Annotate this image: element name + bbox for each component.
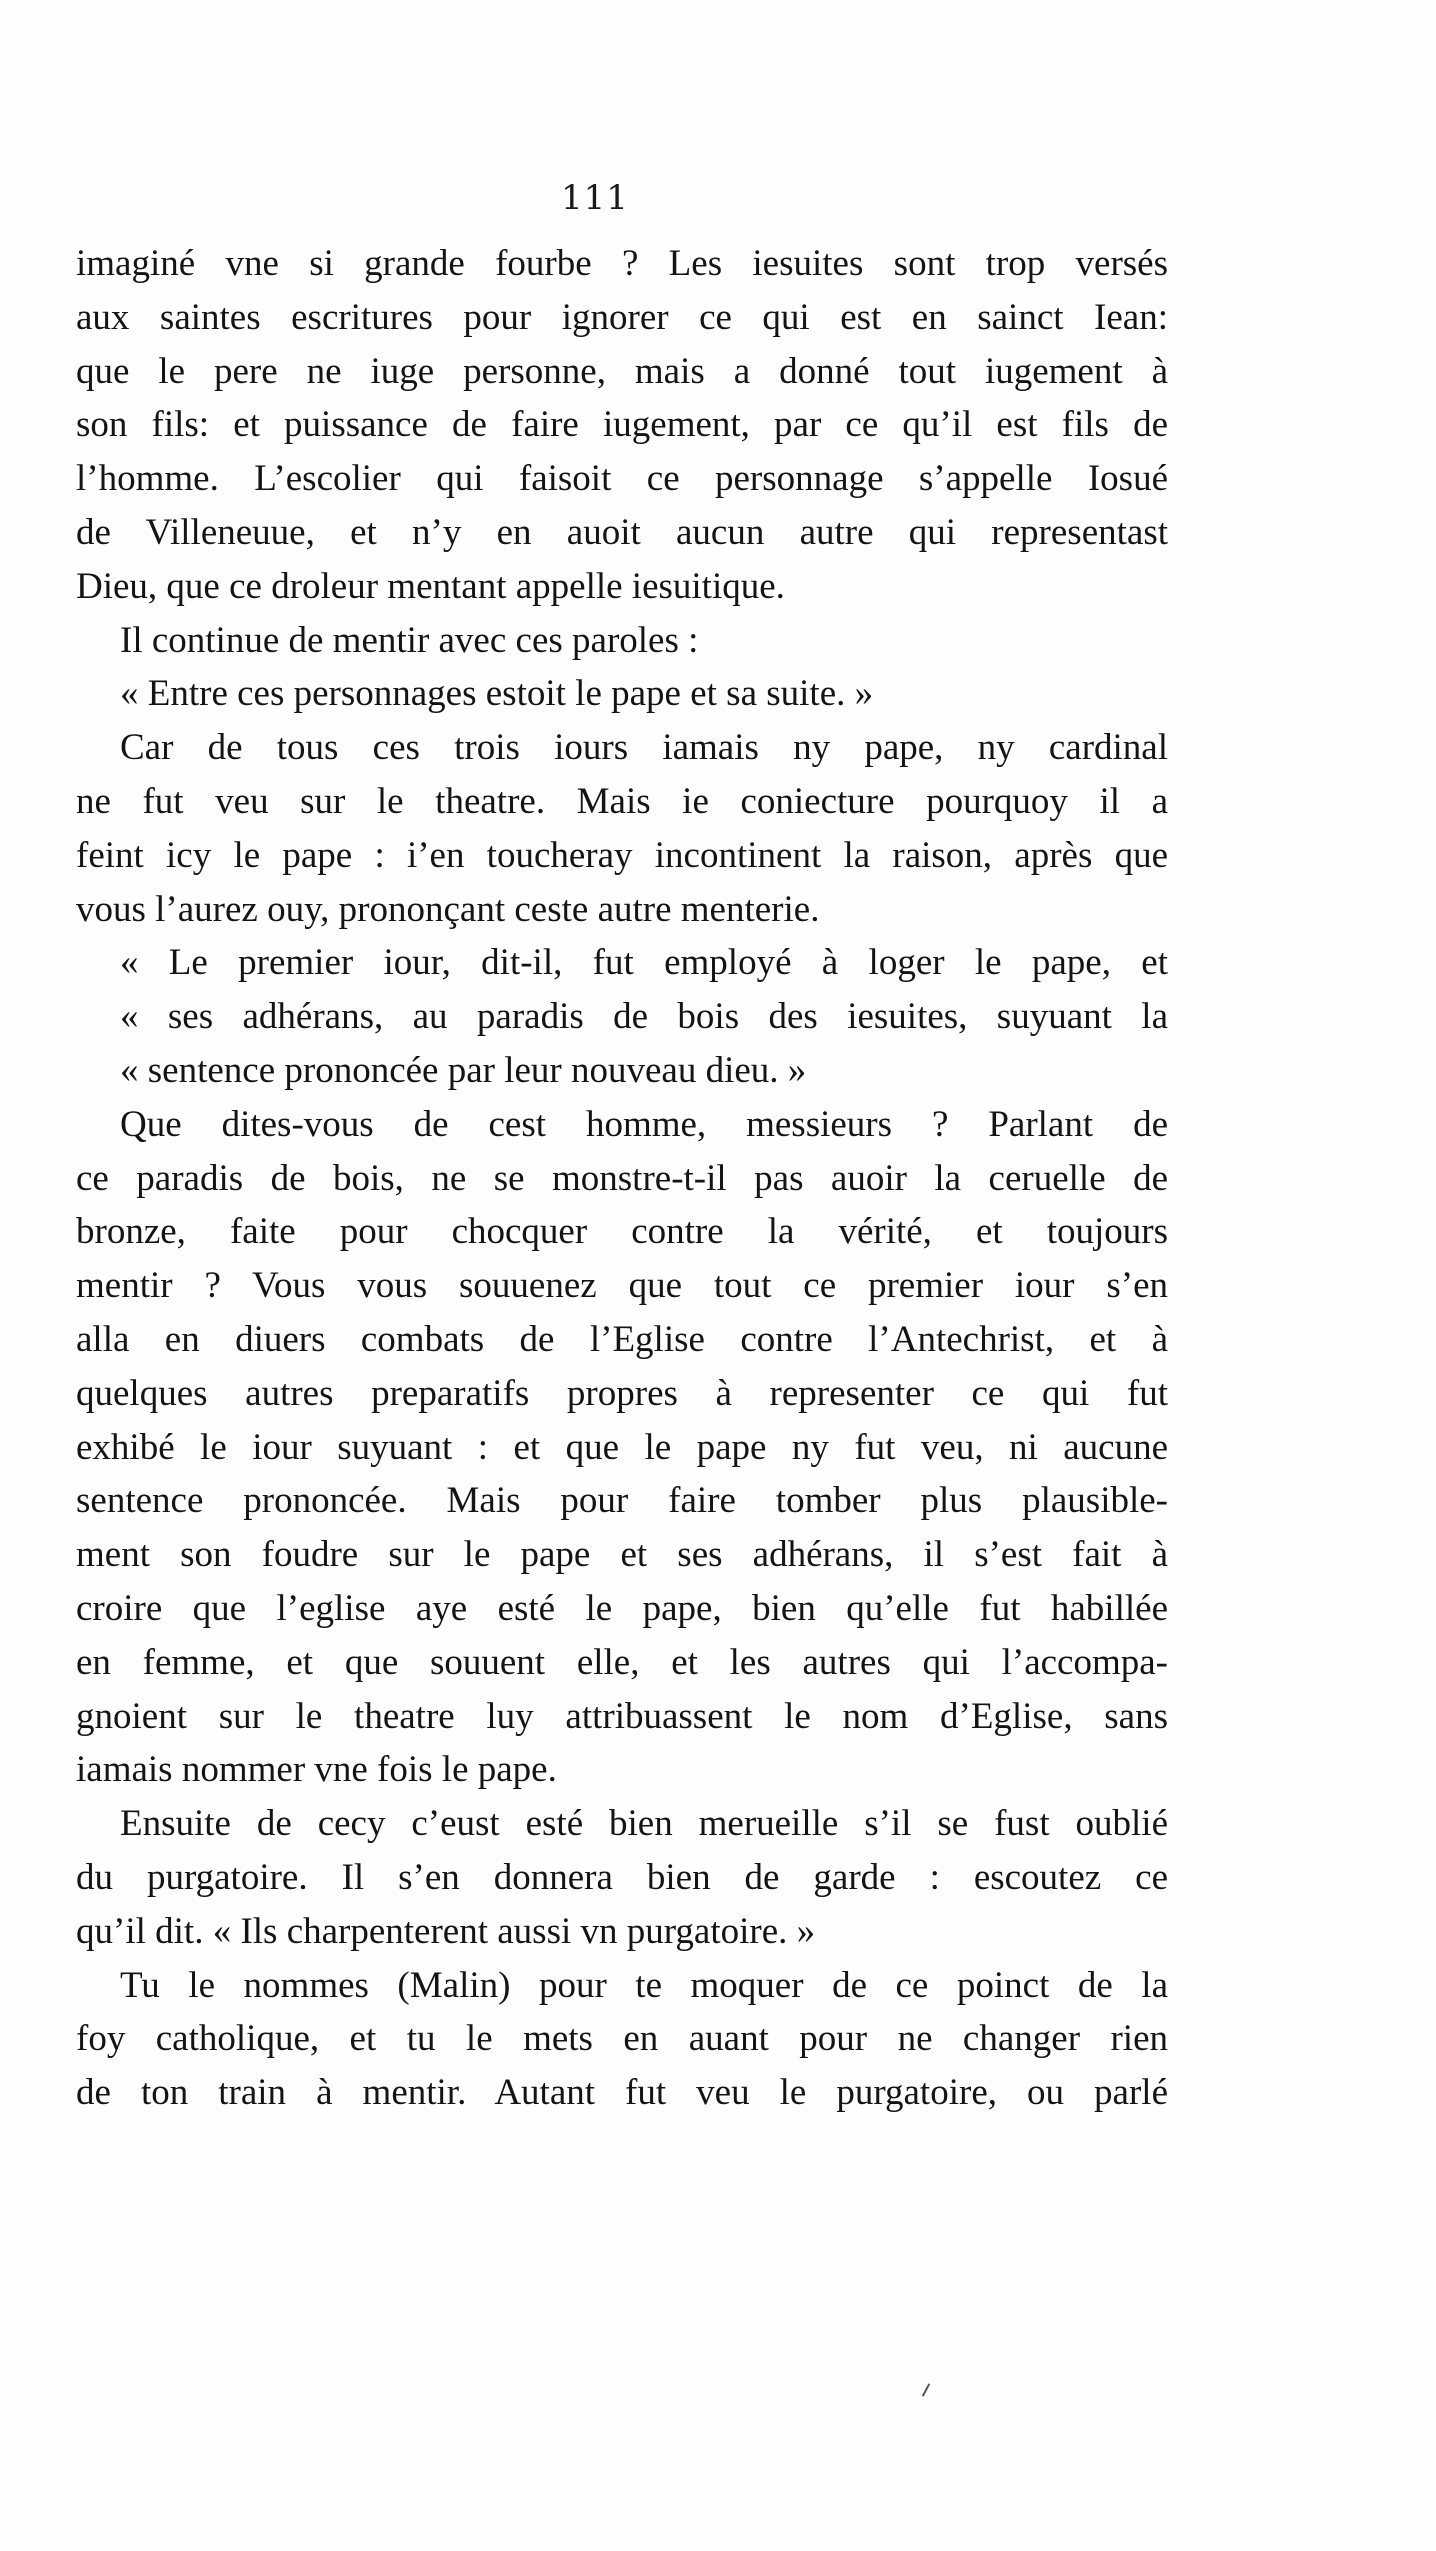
- text-line: de Villeneuue, et n’y en auoit aucun autre qui representast: [76, 511, 1168, 553]
- text-line: de ton train à mentir. Autant fut veu le purgatoire, ou parlé: [76, 2072, 1168, 2114]
- text-line: Il continue de mentir avec ces paroles :: [120, 619, 699, 661]
- text-line: « Entre ces personnages estoit le pape et sa suite. »: [120, 673, 874, 715]
- text-line: l’homme. L’escolier qui faisoit ce personnage s’appelle Iosué: [76, 458, 1168, 500]
- text-line: son fils: et puissance de faire iugement, par ce qu’il est fils de: [76, 404, 1168, 446]
- text-line: Que dites-vous de cest homme, messieurs ? Parlant de: [120, 1103, 1168, 1145]
- text-line: feint icy le pape : i’en toucheray incontinent la raison, après que: [76, 834, 1168, 876]
- stray-ink-mark: [922, 2383, 930, 2396]
- text-line: imaginé vne si grande fourbe ? Les iesuites sont trop versés: [76, 243, 1168, 284]
- text-line: iamais nommer vne fois le pape.: [76, 1749, 557, 1791]
- text-line: « Le premier iour, dit-il, fut employé à loger le pape, et: [120, 942, 1168, 984]
- text-line: que le pere ne iuge personne, mais a donné tout iugement à: [76, 350, 1168, 392]
- text-line: foy catholique, et tu le mets en auant pour ne changer rien: [76, 2018, 1168, 2060]
- text-line: aux saintes escritures pour ignorer ce qui est en sainct Iean:: [76, 296, 1168, 338]
- text-line: Tu le nommes (Malin) pour te moquer de ce poinct de la: [120, 1964, 1168, 2006]
- text-line: gnoient sur le theatre luy attribuassent le nom d’Eglise, sans: [76, 1695, 1168, 1737]
- text-line: Ensuite de cecy c’eust esté bien merueille s’il se fust oublié: [120, 1803, 1168, 1845]
- text-line: Dieu, que ce droleur mentant appelle iesuitique.: [76, 565, 785, 607]
- body-text: [76, 237, 1168, 2120]
- text-line: alla en diuers combats de l’Eglise contre l’Antechrist, et à: [76, 1318, 1168, 1360]
- text-line: ne fut veu sur le theatre. Mais ie coniecture pourquoy il a: [76, 780, 1168, 822]
- text-line: du purgatoire. Il s’en donnera bien de garde : escoutez ce: [76, 1856, 1168, 1898]
- text-line: quelques autres preparatifs propres à representer ce qui fut: [76, 1372, 1168, 1414]
- text-line: croire que l’eglise aye esté le pape, bien qu’elle fut habillée: [76, 1587, 1168, 1629]
- text-line: ce paradis de bois, ne se monstre-t-il pas auoir la ceruelle de: [76, 1157, 1168, 1199]
- text-line: bronze, faite pour chocquer contre la vérité, et toujours: [76, 1211, 1168, 1253]
- text-line: sentence prononcée. Mais pour faire tomber plus plausible-: [76, 1480, 1168, 1522]
- text-line: ment son foudre sur le pape et ses adhérans, il s’est fait à: [76, 1534, 1168, 1576]
- text-line: exhibé le iour suyuant : et que le pape ny fut veu, ni aucune: [76, 1426, 1168, 1468]
- text-line: vous l’aurez ouy, prononçant ceste autre menterie.: [76, 888, 820, 930]
- text-line: « ses adhérans, au paradis de bois des iesuites, suyuant la: [120, 996, 1168, 1038]
- text-line: en femme, et que souuent elle, et les autres qui l’accompa-: [76, 1641, 1168, 1683]
- text-line: qu’il dit. « Ils charpenterent aussi vn purgatoire. »: [76, 1910, 816, 1952]
- text-line: mentir ? Vous vous souuenez que tout ce premier iour s’en: [76, 1265, 1168, 1307]
- text-line: Car de tous ces trois iours iamais ny pape, ny cardinal: [120, 727, 1168, 769]
- page-number: 111: [561, 178, 629, 218]
- text-line: « sentence prononcée par leur nouveau dieu. »: [120, 1049, 807, 1091]
